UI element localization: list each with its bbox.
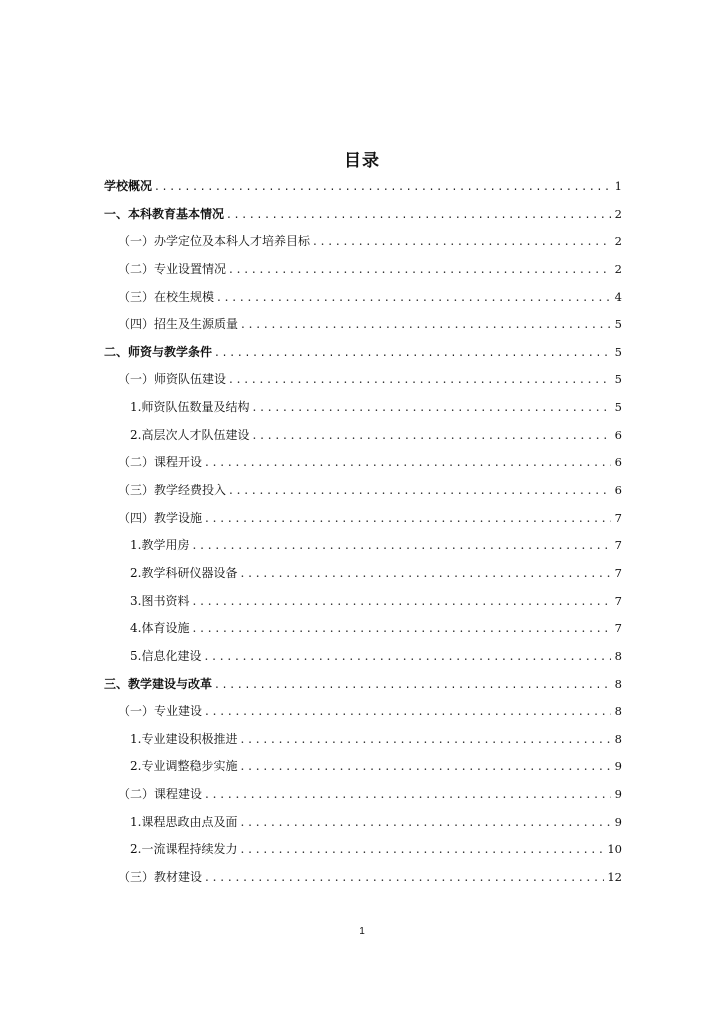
toc-entry-label: （二）专业设置情况 [118,261,227,276]
toc-entry-label: 学校概况 [104,179,153,193]
toc-dot-leader [205,698,611,726]
toc-entry[interactable] [104,615,622,643]
toc-dot-leader [241,311,611,339]
toc-entry[interactable] [104,781,622,809]
toc-entry-page: 6 [614,483,622,498]
toc-entry[interactable] [104,532,622,560]
toc-entry-page: 6 [614,455,622,470]
toc-entry-label: （二）课程开设 [118,455,203,470]
toc-entry-page: 2 [614,206,622,221]
toc-entry-page: 5 [614,317,622,332]
toc-dot-leader [240,809,611,837]
toc-entry-page: 7 [614,593,622,608]
toc-entry-label: （四）教学设施 [118,510,203,525]
toc-dot-leader [229,477,611,505]
toc-entry[interactable] [104,477,622,505]
toc-entry[interactable] [104,809,622,837]
table-of-contents [104,173,622,892]
toc-entry[interactable] [104,643,622,671]
toc-entry[interactable] [104,753,622,781]
toc-entry[interactable] [104,228,622,256]
toc-entry[interactable] [104,201,622,229]
toc-entry-page: 5 [614,344,622,359]
toc-entry[interactable] [104,256,622,284]
toc-entry[interactable] [104,311,622,339]
toc-entry-page: 4 [614,289,622,304]
toc-dot-leader [227,201,611,229]
toc-entry-page: 9 [614,814,622,829]
toc-entry-page: 7 [614,538,622,553]
toc-entry-page: 7 [614,621,622,636]
toc-entry-page: 9 [614,759,622,774]
toc-dot-leader [204,643,611,671]
toc-entry-label: 5.信息化建设 [130,648,202,663]
toc-entry-label: 3.图书资料 [130,593,190,608]
toc-dot-leader [229,366,611,394]
toc-entry[interactable] [104,449,622,477]
toc-dot-leader [205,781,611,809]
toc-entry-label: 1.教学用房 [130,538,190,553]
toc-dot-leader [240,560,611,588]
toc-entry-label: （一）办学定位及本科人才培养目标 [118,234,311,249]
toc-dot-leader [205,864,604,892]
toc-entry[interactable] [104,173,622,201]
toc-dot-leader [240,753,611,781]
toc-entry-page: 6 [614,427,622,442]
toc-entry[interactable] [104,671,622,699]
toc-entry-page: 2 [614,234,622,249]
toc-entry[interactable] [104,588,622,616]
toc-entry[interactable] [104,698,622,726]
toc-title: 目录 [344,151,380,171]
toc-entry-label: 4.体育设施 [130,621,190,636]
toc-entry-page: 2 [614,261,622,276]
toc-entry[interactable] [104,560,622,588]
toc-entry-page: 7 [614,565,622,580]
toc-entry-page: 5 [614,372,622,387]
toc-entry-page: 7 [614,510,622,525]
toc-entry[interactable] [104,836,622,864]
toc-entry-label: （一）师资队伍建设 [118,372,227,387]
toc-dot-leader [215,671,611,699]
toc-entry-page: 12 [607,870,622,885]
toc-dot-leader [215,339,611,367]
toc-entry[interactable] [104,394,622,422]
toc-entry-label: 1.专业建设积极推进 [130,731,238,746]
toc-entry[interactable] [104,366,622,394]
toc-entry-label: （三）在校生规模 [118,289,215,304]
toc-entry-label: 2.一流课程持续发力 [130,842,238,857]
toc-dot-leader [240,836,604,864]
toc-dot-leader [252,394,611,422]
toc-entry-label: （三）教学经费投入 [118,483,227,498]
toc-dot-leader [205,505,611,533]
toc-entry[interactable] [104,726,622,754]
toc-entry-label: 三、教学建设与改革 [104,676,213,691]
toc-dot-leader [192,532,611,560]
toc-entry-page: 8 [614,704,622,719]
toc-entry[interactable] [104,339,622,367]
toc-dot-leader [205,449,611,477]
toc-entry[interactable] [104,864,622,892]
toc-entry-label: 2.专业调整稳步实施 [130,759,238,774]
toc-entry-label: （一）专业建设 [118,704,203,719]
page-number: 1 [359,926,365,937]
toc-entry-page: 8 [614,648,622,663]
toc-entry-page: 8 [614,731,622,746]
toc-entry-page: 10 [607,842,622,857]
toc-entry-label: 二、师资与教学条件 [104,344,213,359]
toc-entry-label: （四）招生及生源质量 [118,317,239,332]
toc-dot-leader [217,284,611,312]
toc-entry-label: 1.课程思政由点及面 [130,814,238,829]
toc-entry-label: 一、本科教育基本情况 [104,206,225,221]
toc-dot-leader [192,615,611,643]
toc-entry-page: 9 [614,787,622,802]
toc-dot-leader [192,588,611,616]
toc-dot-leader [313,228,611,256]
toc-entry-page: 5 [614,400,622,415]
toc-entry-label: （三）教材建设 [118,870,203,885]
toc-entry-label: （二）课程建设 [118,787,203,802]
toc-entry-label: 1.师资队伍数量及结构 [130,400,250,415]
toc-dot-leader [229,256,611,284]
toc-entry[interactable] [104,284,622,312]
toc-entry-label: 2.教学科研仪器设备 [130,565,238,580]
toc-dot-leader [155,173,611,201]
toc-dot-leader [240,726,611,754]
toc-entry[interactable] [104,505,622,533]
toc-entry[interactable] [104,422,622,450]
toc-entry-label: 2.高层次人才队伍建设 [130,427,250,442]
toc-entry-page: 1 [614,179,622,193]
toc-entry-page: 8 [614,676,622,691]
toc-dot-leader [252,422,611,450]
